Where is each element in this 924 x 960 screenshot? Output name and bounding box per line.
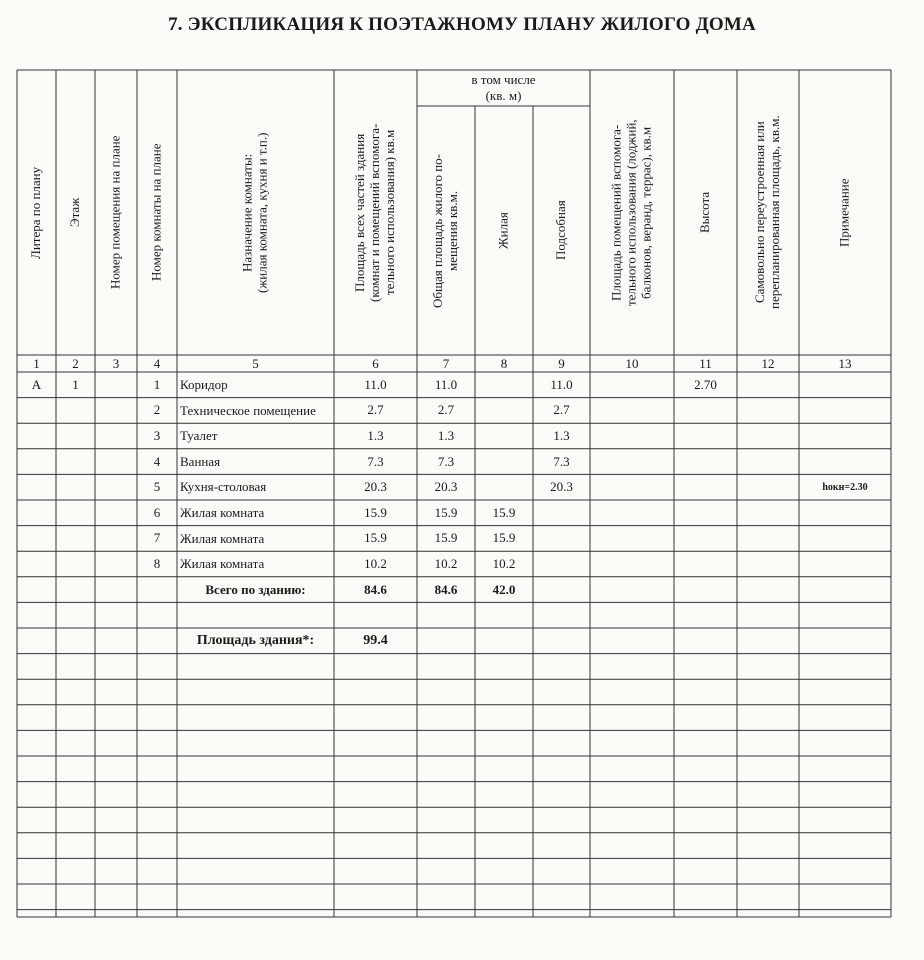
cell-r1-c1: А [31,376,42,392]
column-number: 4 [153,355,161,371]
cell-r4-c7: 7.3 [437,453,455,469]
cell-r3-c5: Туалет [180,428,218,444]
cell-r2-c4: 2 [153,402,161,418]
total-area-total: 84.6 [434,581,458,597]
building-area-label: Площадь здания*: [196,632,315,648]
cell-r8-c5: Жилая комната [180,556,265,572]
cell-r6-c7: 15.9 [434,504,458,520]
cell-r5-c9: 20.3 [550,479,573,495]
cell-r1-c4: 1 [153,376,161,392]
cell-r8-c4: 8 [153,555,161,571]
cell-r8-c6: 10.2 [364,555,387,571]
header-col8: Жилая [495,212,511,249]
header-col2: Этаж [67,197,83,228]
column-number: 6 [372,355,379,371]
cell-r6-c8: 15.9 [492,504,516,520]
header-group: в том числе (кв. м) [471,72,536,103]
cell-r6-c5: Жилая комната [180,504,265,520]
column-number: 2 [72,355,79,371]
header-col3: Номер помещения на плане [107,135,123,290]
cell-r4-c4: 4 [153,453,161,469]
header-col9: Подсобная [553,200,569,261]
header-col10: Площадь помещений вспомога- тельного использования (лоджий, балконов, веранд, террас), кв.м [608,119,654,306]
cell-r1-c7: 11.0 [434,376,458,392]
cell-r6-c6: 15.9 [364,504,387,520]
cell-r1-c6: 11.0 [364,376,387,392]
header-col5: Назначение комнаты: (жилая комната, кухня и т.п.) [239,132,270,293]
cell-r7-c7: 15.9 [434,530,458,546]
header-col7: Общая площадь жилого по- мещения кв.м. [430,153,460,308]
column-number: 3 [112,355,120,371]
cell-r2-c5: Техническое помещение [180,402,316,418]
cell-r5-c5: Кухня-столовая [180,479,267,495]
total-label: Всего по зданию: [205,581,306,597]
cell-r5-c7: 20.3 [434,479,458,495]
total-area-living: 42.0 [492,581,516,597]
cell-r3-c6: 1.3 [367,427,384,443]
cell-r6-c4: 6 [153,504,161,520]
cell-r1-c5: Коридор [180,376,228,392]
cell-r5-c6: 20.3 [364,479,387,495]
column-number: 8 [500,355,508,371]
cell-r8-c8: 10.2 [492,555,516,571]
cell-r5-c4: 5 [153,479,161,495]
column-number: 13 [838,355,852,371]
cell-r2-c6: 2.7 [367,402,384,418]
column-number: 5 [252,355,259,371]
cell-r2-c7: 2.7 [437,402,455,418]
cell-r8-c7: 10.2 [434,555,458,571]
cell-r4-c5: Ванная [180,453,221,469]
header-col1: Литера по плану [28,166,44,259]
cell-r3-c4: 3 [153,427,161,443]
total-area-all: 84.6 [364,581,387,597]
header-col13: Примечание [836,178,852,247]
cell-r1-c2: 1 [72,376,79,392]
page-title: 7. ЭКСПЛИКАЦИЯ К ПОЭТАЖНОМУ ПЛАНУ ЖИЛОГО ДОМА [168,14,756,35]
header-col11: Высота [697,191,713,234]
header-col6: Площадь всех частей здания (комнат и помещений вспомога- тельного использования) кв.м [352,123,397,302]
building-area-value: 99.4 [363,632,388,648]
cell-r7-c8: 15.9 [492,530,516,546]
cell-r7-c5: Жилая комната [180,530,265,546]
cell-r4-c6: 7.3 [367,453,384,469]
cell-r1-c9: 11.0 [550,376,573,392]
cell-r5-c13: hокн=2.30 [822,481,868,493]
header-col12: Самовольно переустроенная или перепланированная площадь, кв.м. [752,115,782,310]
cell-r3-c7: 1.3 [437,427,455,443]
column-number: 11 [699,355,712,371]
column-number: 12 [761,355,775,371]
column-number: 7 [442,355,450,371]
column-number: 10 [625,355,639,371]
cell-r4-c9: 7.3 [553,453,570,469]
cell-r2-c9: 2.7 [553,402,570,418]
cell-r1-c11: 2.70 [694,376,717,392]
cell-r3-c9: 1.3 [553,427,570,443]
header-col4: Номер комнаты на плане [148,143,164,282]
column-number: 1 [33,355,40,371]
cell-r7-c4: 7 [153,530,161,546]
column-number: 9 [558,355,565,371]
cell-r7-c6: 15.9 [364,530,387,546]
